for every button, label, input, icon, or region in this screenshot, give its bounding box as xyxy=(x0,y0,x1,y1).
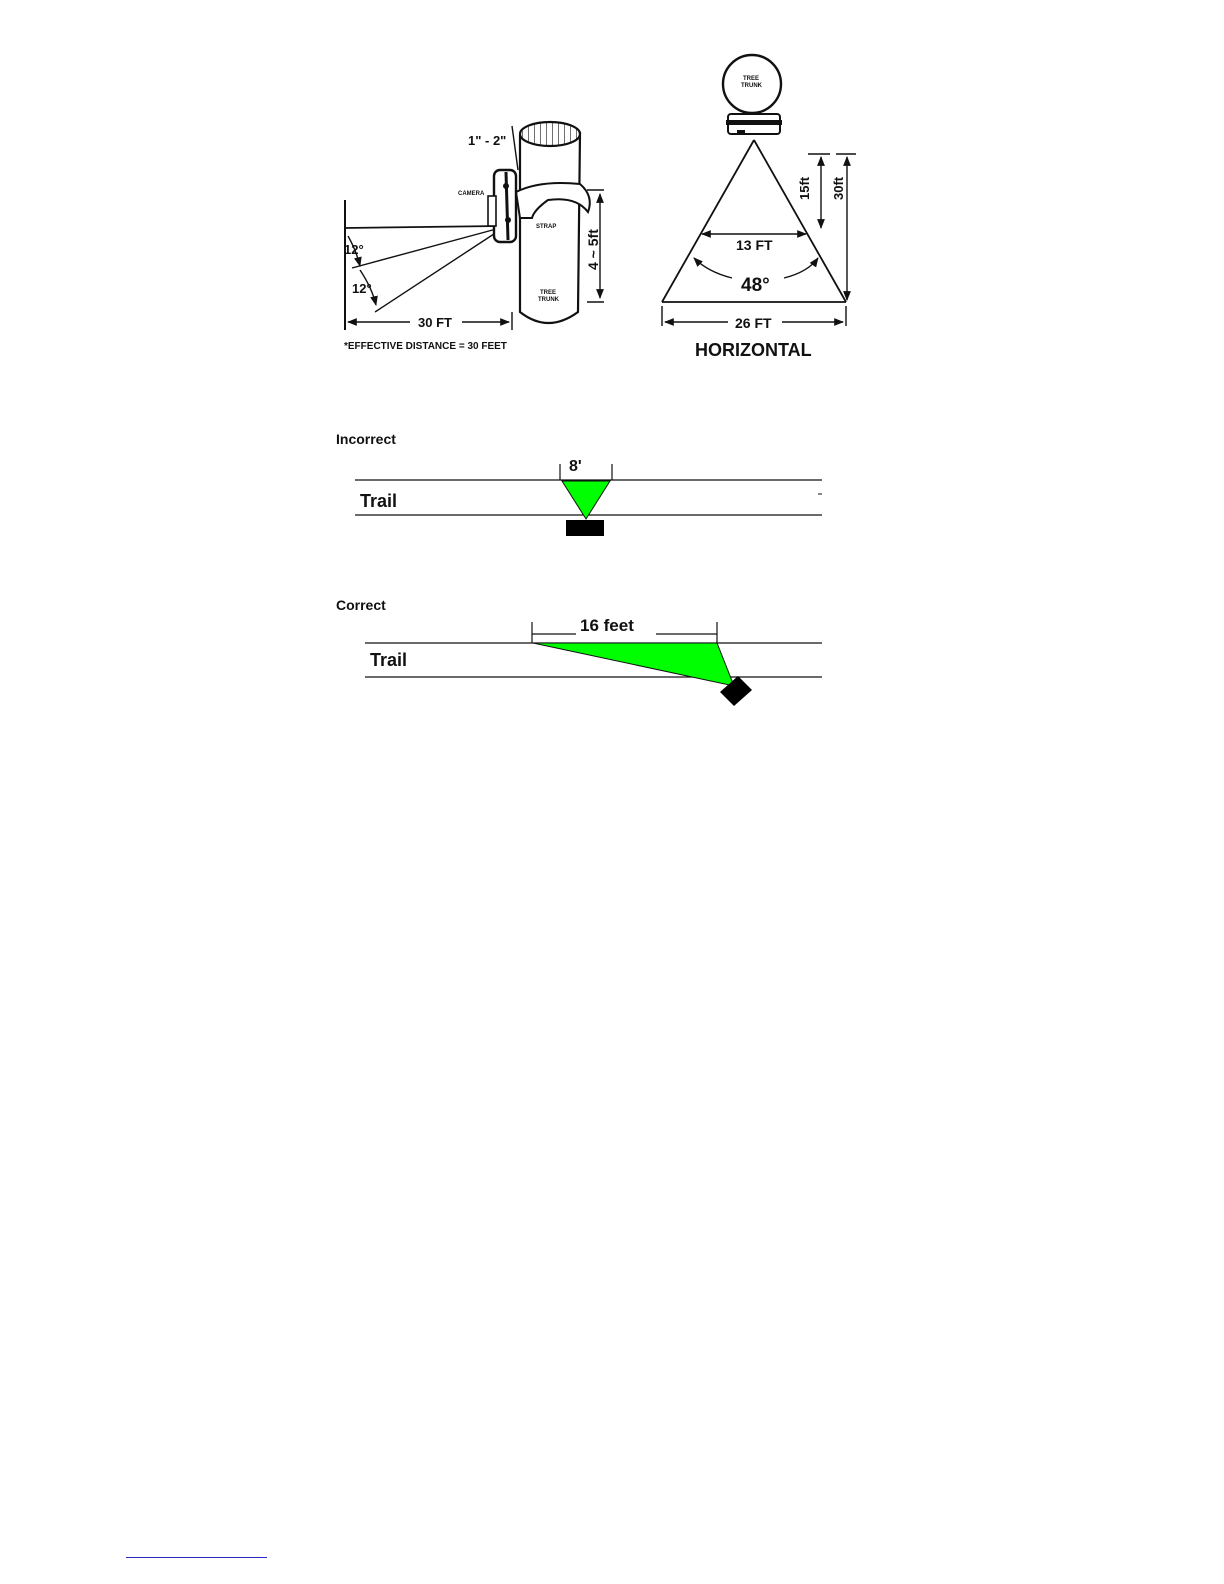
side-view-diagram xyxy=(344,122,604,352)
angle-arc-right xyxy=(784,258,818,278)
correct-placement-diagram xyxy=(336,597,822,706)
strap-label: STRAP xyxy=(536,224,557,230)
incorrect-camera xyxy=(566,520,604,536)
mid-width-label: 13 FT xyxy=(736,237,773,253)
incorrect-trail-label: Trail xyxy=(360,491,398,511)
angle-label-upper: 12° xyxy=(344,242,364,257)
full-distance-label: 30ft xyxy=(831,176,846,200)
height-label: 4 ~ 5ft xyxy=(585,229,601,270)
angle-arc-left xyxy=(694,258,732,278)
correct-detection-zone xyxy=(533,643,734,686)
tree-label-line1: TREE xyxy=(540,290,557,296)
half-distance-label: 15ft xyxy=(797,176,812,200)
horizontal-axis-line xyxy=(345,226,500,228)
top-tree-label-line1: TREE xyxy=(743,76,760,82)
gap-label: 1" - 2" xyxy=(468,133,507,148)
horizontal-caption: HORIZONTAL xyxy=(695,340,812,360)
camera-label: CAMERA xyxy=(458,191,485,197)
incorrect-width-label: 8' xyxy=(569,458,582,475)
top-view-diagram xyxy=(662,55,856,360)
correct-heading: Correct xyxy=(336,597,386,613)
top-tree-label-line2: TRUNK xyxy=(741,83,762,89)
angle-label: 48° xyxy=(741,275,770,296)
correct-trail-label: Trail xyxy=(370,650,408,670)
angle-label-lower: 12° xyxy=(352,281,372,296)
correct-width-label: 16 feet xyxy=(580,616,634,635)
view-line-12-degree xyxy=(352,228,500,268)
view-line-24-degree xyxy=(375,230,500,312)
footnote-separator xyxy=(126,1557,267,1558)
camera-top-body xyxy=(726,114,782,134)
distance-label: 30 FT xyxy=(418,315,452,330)
tree-label-line2: TRUNK xyxy=(538,297,559,303)
gap-indicator-line xyxy=(512,126,518,170)
camera-side-body xyxy=(488,170,516,242)
incorrect-heading: Incorrect xyxy=(336,431,396,447)
effective-distance-note: *EFFECTIVE DISTANCE = 30 FEET xyxy=(344,341,507,352)
incorrect-placement-diagram xyxy=(336,431,822,536)
base-width-label: 26 FT xyxy=(735,315,772,331)
incorrect-detection-zone xyxy=(562,481,610,519)
